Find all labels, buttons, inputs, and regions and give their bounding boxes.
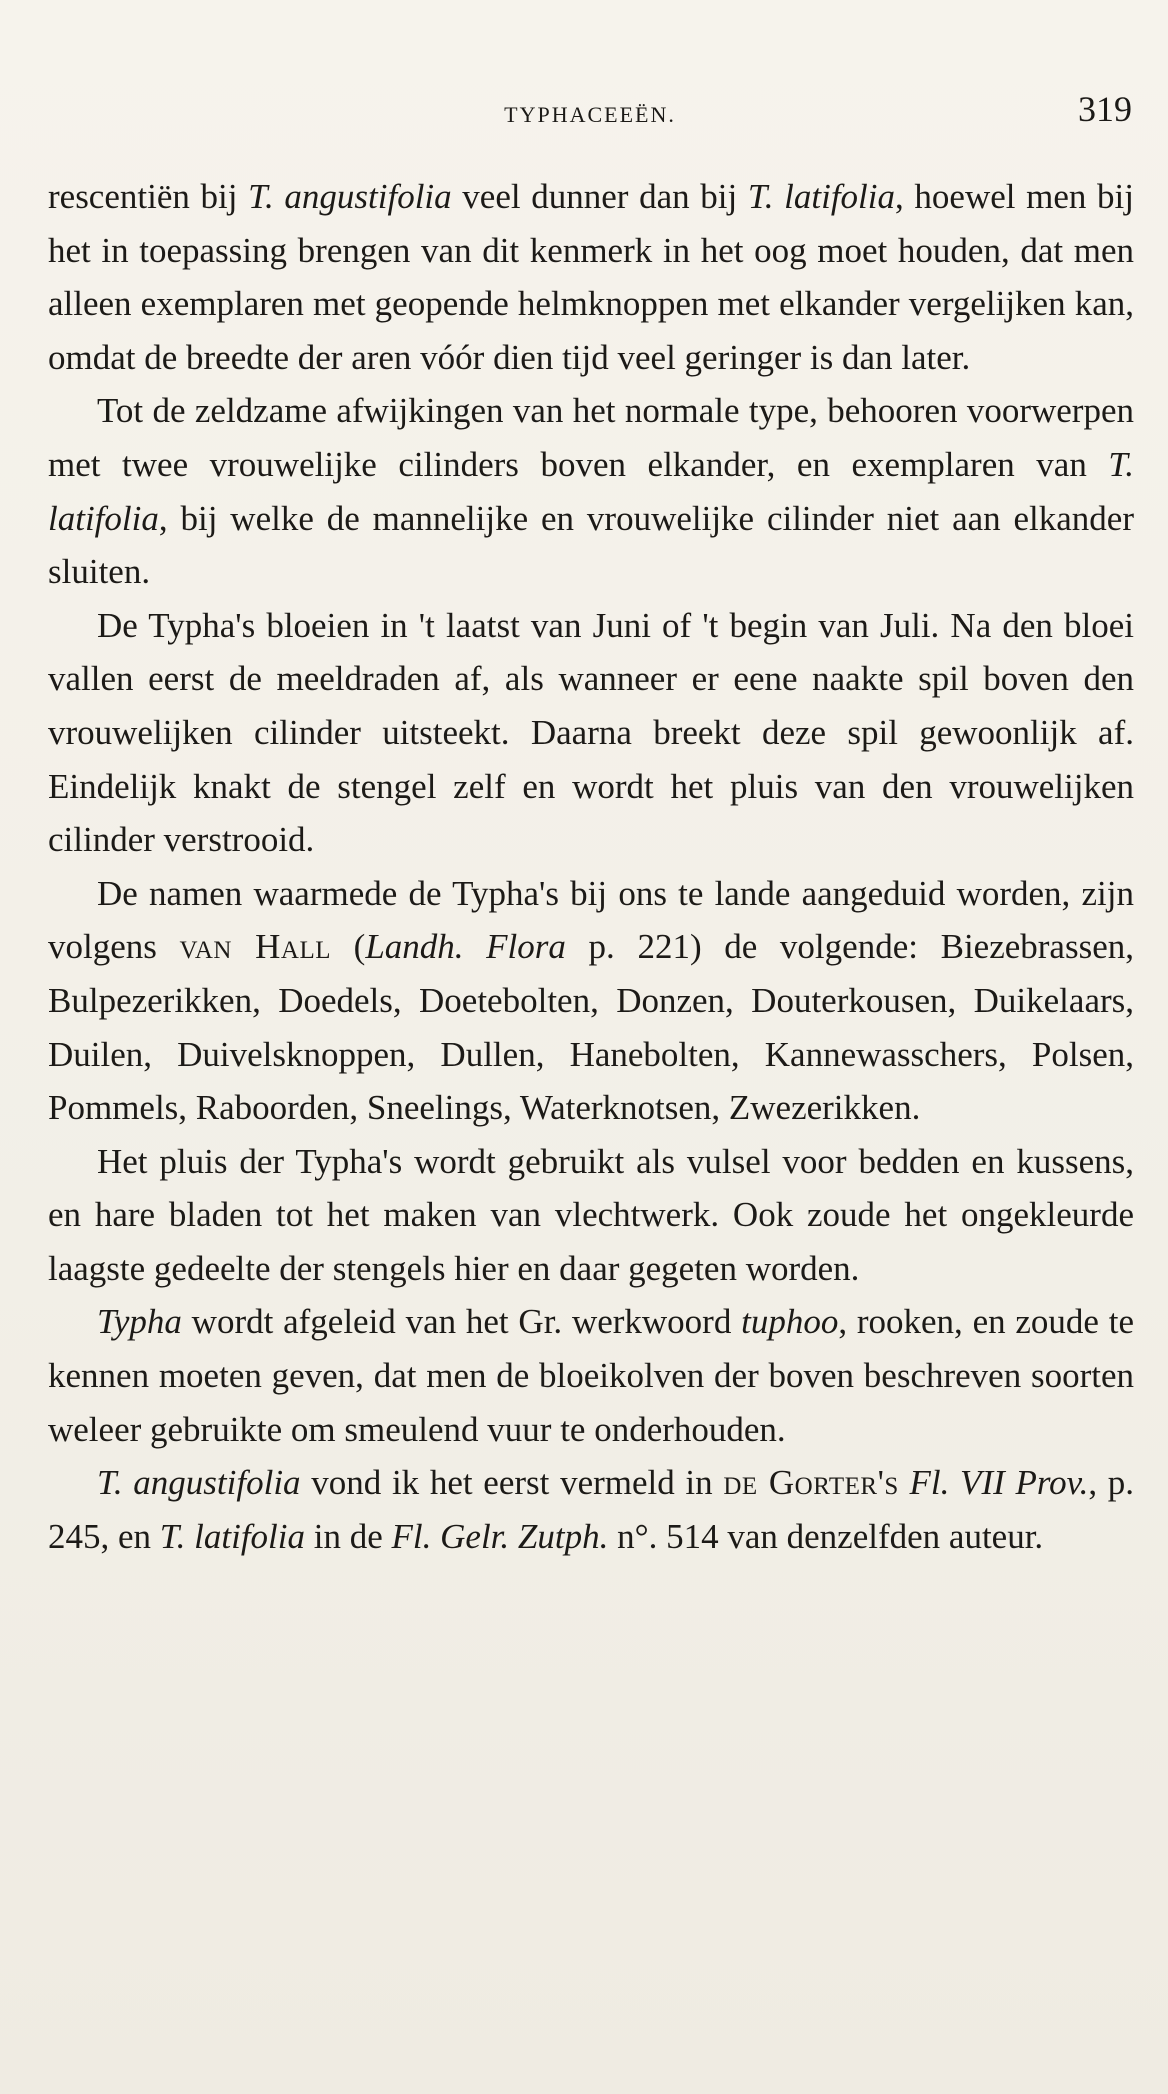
text-run: Tot de zeldzame afwijkingen van het normale type, behooren voorwerpen met twee vrouwelijke cilinders boven elkander, en exemplaren van bbox=[48, 391, 1134, 484]
text-run: , hoewel men bij het in toepassing brengen van dit kenmerk in het oog moet houden, dat men alleen exemplaren met geopende helmknoppen met elkander vergelijken kan, omdat de breedte der aren vóór dien tijd veel geringer is dan later. bbox=[48, 177, 1135, 377]
text-run: n°. 514 van denzelfden auteur. bbox=[608, 1516, 1044, 1556]
paragraph-1 bbox=[48, 170, 1134, 384]
paragraph-2 bbox=[48, 384, 1134, 598]
genus-name: Typha bbox=[97, 1302, 182, 1342]
paragraph-4 bbox=[48, 867, 1134, 1135]
greek-word: tuphoo bbox=[741, 1302, 839, 1342]
species-name: T. latifolia bbox=[159, 1516, 306, 1556]
work-title: Fl. Gelr. Zutph. bbox=[391, 1516, 609, 1556]
text-run: vond ik het eerst vermeld in bbox=[300, 1463, 724, 1503]
running-head bbox=[48, 88, 1132, 128]
page-number: 319 bbox=[1078, 89, 1132, 129]
text-run: wordt afgeleid van het Gr. werkwoord bbox=[181, 1302, 742, 1342]
text-run: De namen waarmede de Typha's bij ons te lande aangeduid worden, zijn volgens bbox=[48, 873, 1134, 967]
text-run bbox=[899, 1463, 910, 1502]
text-run: rescentiën bij bbox=[48, 177, 249, 216]
paragraph-6 bbox=[48, 1295, 1134, 1456]
text-run: ( bbox=[331, 927, 366, 967]
work-title: Landh. Flora bbox=[365, 927, 566, 967]
species-name: T. angustifolia bbox=[248, 177, 452, 216]
body-text bbox=[48, 170, 1134, 1563]
author-name: van Hall bbox=[179, 927, 331, 967]
text-run: , rooken, en zoude te kennen moeten geven, dat men de bloeikolven der boven beschreven soorten weleer gebruikte om smeulend vuur te onderhouden. bbox=[48, 1302, 1134, 1449]
text-run: p. 221) de volgende: Biezebrassen, Bulpezerikken, Doedels, Doetebolten, Donzen, Douterkousen, Duikelaars, Duilen, Duivelsknoppen, Dullen, Hanebolten, Kannewasschers, Polsen, Pommels, Raboorden, Sneelings, Waterknotsen, Zwezerikken. bbox=[48, 927, 1134, 1128]
running-title: TYPHACEEËN. bbox=[504, 102, 676, 127]
species-name: T. angustifolia bbox=[97, 1463, 301, 1503]
text-run: , p. 245, en bbox=[48, 1463, 1135, 1556]
text-run: veel dunner dan bij bbox=[451, 177, 748, 216]
paragraph-5: Het pluis der Typha's wordt gebruikt als vulsel voor bedden en kussens, en hare bladen tot het maken van vlechtwerk. Ook zoude het ongekleurde laagste gedeelte der stengels hier en daar gegeten worden. bbox=[48, 1141, 1134, 1288]
text-run: , bij welke de mannelijke en vrouwelijke cilinder niet aan elkander sluiten. bbox=[48, 498, 1134, 592]
paragraph-3: De Typha's bloeien in 't laatst van Juni of 't begin van Juli. Na den bloei vallen eerst de meeldraden af, als wanneer er eene naakte spil boven den vrouwelijken cilinder uitsteekt. Daarna breekt deze spil gewoonlijk af. Eindelijk knakt de stengel zelf en wordt het pluis van den vrouwelijken cilinder verstrooid. bbox=[48, 605, 1134, 860]
paragraph-7 bbox=[48, 1456, 1134, 1563]
work-title: Fl. VII Prov. bbox=[909, 1463, 1089, 1503]
species-name: T. latifolia bbox=[747, 177, 896, 216]
author-name: de Gorter's bbox=[723, 1463, 899, 1503]
text-run: in de bbox=[305, 1516, 392, 1556]
species-name: T. latifolia bbox=[48, 444, 1134, 538]
